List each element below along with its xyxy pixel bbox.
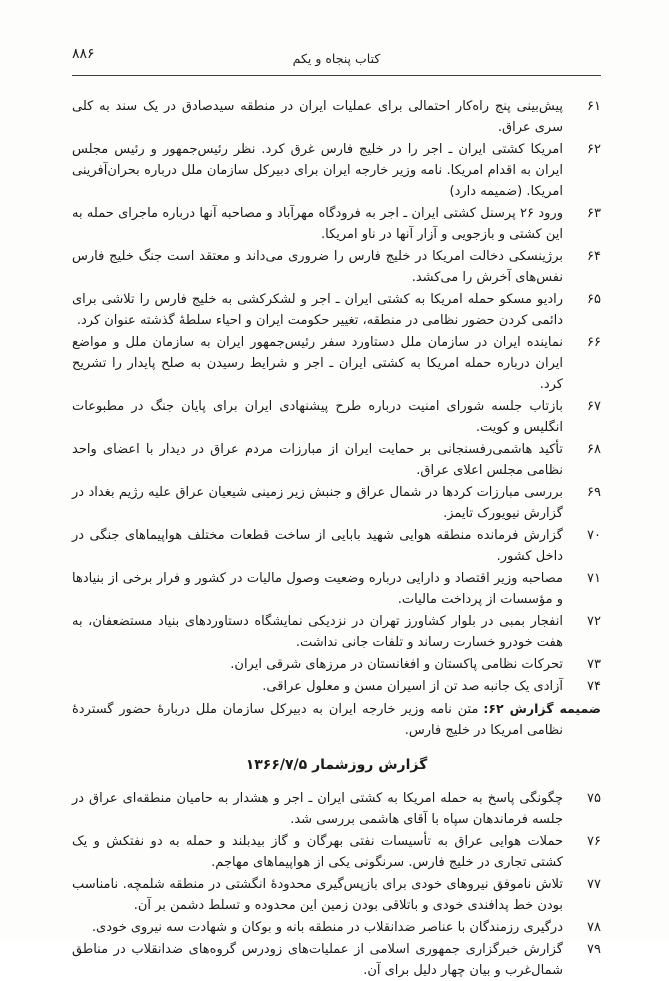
list-item bbox=[72, 654, 601, 675]
list-item bbox=[72, 874, 601, 916]
item-text: انفجار بمبی در بلوار کشاورز تهران در نزدیکی نمایشگاه دستاوردهای بنیاد مستضعفان، به هفت خودرو خسارت رساند و تلفات جانی نداشت. bbox=[72, 614, 563, 650]
appendix-label: ضمیمه گزارش ۶۲: bbox=[483, 701, 601, 716]
list-item bbox=[72, 611, 601, 653]
list-item bbox=[72, 788, 601, 830]
item-text: چگونگی پاسخ به حمله امریکا به کشتی ایران ـ اجر و هشدار به حامیان منطقه‌ای عراق در جلسه فرماندهان سپاه با آقای هاشمی بررسی شد. bbox=[72, 791, 563, 827]
appendix-note bbox=[72, 698, 601, 741]
item-number: ۷۸ bbox=[587, 920, 601, 935]
item-text: حملات هوایی عراق به تأسیسات نفتی بهرگان و گاز بیدبلند و حمله به دو نفتکش و یک کشتی تجاری در خلیج فارس. سرنگونی یکی از هواپیماهای مهاجم. bbox=[72, 834, 563, 870]
item-number: ۶۸ bbox=[587, 442, 601, 457]
list-item bbox=[72, 289, 601, 331]
item-number: ۷۰ bbox=[587, 528, 601, 543]
list-item bbox=[72, 568, 601, 610]
content bbox=[72, 96, 601, 981]
list-item bbox=[72, 917, 601, 938]
item-number: ۶۹ bbox=[587, 485, 601, 500]
section-heading: گزارش روزشمار ۱۳۶۶/۷/۵ bbox=[245, 757, 428, 773]
item-text: مصاحبه وزیر اقتصاد و دارایی درباره وضعیت وصول مالیات در کشور و فرار برخی از بنیادها و مؤسسات از پرداخت مالیات. bbox=[72, 571, 563, 607]
item-text: ورود ۲۶ پرسنل کشتی ایران ـ اجر به فرودگاه مهرآباد و مصاحبه آنها درباره ماجرای حمله به این کشتی و بازجویی و آزار آنها در ناو امریکا. bbox=[72, 206, 563, 242]
item-number: ۷۶ bbox=[587, 834, 601, 849]
item-number: ۷۱ bbox=[587, 571, 601, 586]
item-text: آزادی یک جانبه صد تن از اسیران مسن و معلول عراقی. bbox=[262, 679, 563, 694]
list-item bbox=[72, 96, 601, 138]
item-number: ۷۲ bbox=[587, 614, 601, 629]
item-text: تأکید هاشمی‌رفسنجانی بر حمایت ایران از مبارزات مردم عراق در دیدار با اعضای واحد نظامی مجلس اعلای عراق. bbox=[72, 442, 563, 478]
list-item bbox=[72, 482, 601, 524]
item-text: برژینسکی دخالت امریکا در خلیج فارس را ضروری می‌داند و معتقد است جنگ خلیج فارس نفس‌های آخرش را می‌کشد. bbox=[72, 249, 563, 285]
list-item bbox=[72, 396, 601, 438]
list-item bbox=[72, 203, 601, 245]
item-number: ۷۴ bbox=[587, 679, 601, 694]
list-item bbox=[72, 139, 601, 202]
item-number: ۷۷ bbox=[587, 877, 601, 892]
list-item bbox=[72, 831, 601, 873]
item-number: ۷۹ bbox=[587, 942, 601, 957]
item-text: گزارش خبرگزاری جمهوری اسلامی از عملیات‌های زودرس گروه‌های ضدانقلاب در مناطق شمال‌غرب و بیان چهار دلیل برای آن. bbox=[72, 942, 563, 978]
item-number: ۶۵ bbox=[587, 292, 601, 307]
item-number: ۷۳ bbox=[587, 657, 601, 672]
list-item bbox=[72, 332, 601, 395]
item-text: درگیری رزمندگان با عناصر ضدانقلاب در منطقه بانه و بوکان و شهادت سه نیروی خودی. bbox=[91, 920, 563, 935]
list-item bbox=[72, 939, 601, 981]
item-number: ۶۴ bbox=[587, 249, 601, 264]
item-text: بازتاب جلسه شورای امنیت درباره طرح پیشنهادی ایران برای پایان جنگ در مطبوعات انگلیس و کویت. bbox=[72, 399, 563, 435]
item-text: بررسی مبارزات کردها در شمال عراق و جنبش زیر زمینی شیعیان عراق علیه رژیم بغداد در گزارش نیویورک تایمز. bbox=[72, 485, 563, 521]
item-text: نماینده ایران در سازمان ملل دستاورد سفر رئیس‌جمهور ایران به سازمان ملل و مواضع ایران درباره حمله امریکا به کشتی ایران ـ اجر و شرایط رسیدن به صلح پایدار را تشریح کرد. bbox=[72, 335, 563, 392]
item-number: ۶۶ bbox=[587, 335, 601, 350]
item-text: رادیو مسکو حمله امریکا به کشتی ایران ـ اجر و لشکرکشی به خلیج فارس را تلاشی برای دائمی کردن حضور نظامی در منطقه، تغییر حکومت ایران و احیاء سلطهٔ گذشته عنوان کرد. bbox=[72, 292, 563, 328]
item-number: ۶۱ bbox=[587, 99, 601, 114]
item-number: ۶۳ bbox=[587, 206, 601, 221]
item-text: پیش‌بینی پنج راه‌کار احتمالی برای عملیات ایران در منطقه سیدصادق در یک سند به کلی سری عراق. bbox=[72, 99, 563, 135]
item-text: تحرکات نظامی پاکستان و افغانستان در مرزهای شرقی ایران. bbox=[230, 657, 563, 672]
running-title: کتاب پنجاه و یکم bbox=[292, 51, 381, 66]
list-item bbox=[72, 246, 601, 288]
list-item bbox=[72, 525, 601, 567]
item-text: تلاش ناموفق نیروهای خودی برای بازپس‌گیری محدودهٔ انگشتی در منطقه شلمچه. نامناسب بودن خط پدافندی خودی و باتلاقی بودن زمین این محدوده و تسلط دشمن بر آن. bbox=[72, 877, 563, 913]
item-text: امریکا کشتی ایران ـ اجر را در خلیج فارس غرق کرد. نظر رئیس‌جمهور و رئیس مجلس ایران به اقدام امریکا. نامه وزیر خارجه ایران برای دبیرکل سازمان ملل درباره بحران‌آفرینی امریکا. (ضمیمه دارد) bbox=[72, 142, 563, 199]
list-item bbox=[72, 676, 601, 697]
page-number: ۸۸۶ bbox=[72, 46, 95, 62]
page-header bbox=[72, 48, 601, 76]
item-text: گزارش فرمانده منطقه هوایی شهید بابایی از ساخت قطعات مختلف هواپیماهای جنگی در داخل کشور. bbox=[72, 528, 563, 564]
item-number: ۶۲ bbox=[587, 142, 601, 157]
item-number: ۷۵ bbox=[587, 791, 601, 806]
list-item bbox=[72, 439, 601, 481]
appendix-text: متن نامه وزیر خارجه ایران به دبیرکل سازمان ملل دربارهٔ حضور گستردهٔ نظامی امریکا در خلیج فارس. bbox=[72, 702, 563, 738]
item-number: ۶۷ bbox=[587, 399, 601, 414]
